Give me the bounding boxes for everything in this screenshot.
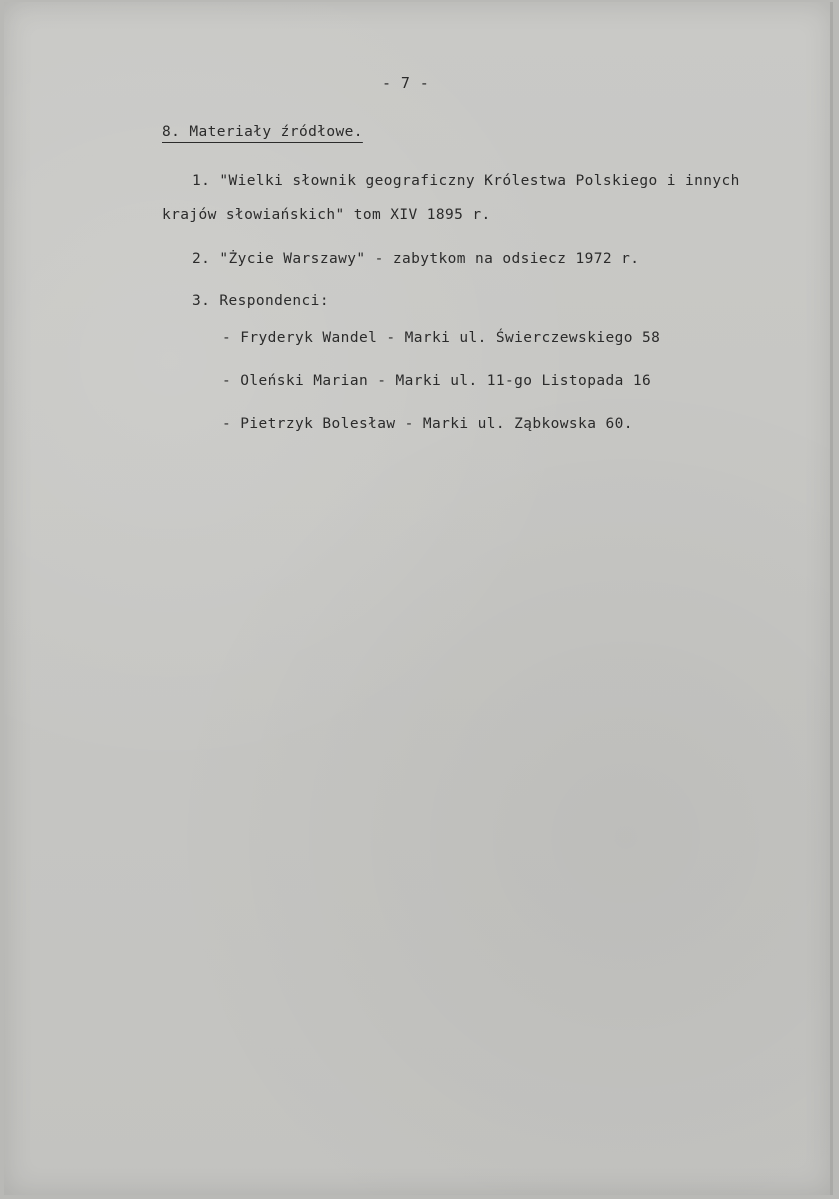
respondent-item: - Pietrzyk Bolesław - Marki ul. Ząbkowska 60.: [222, 416, 633, 432]
respondent-item: - Oleński Marian - Marki ul. 11-go Listopada 16: [222, 373, 652, 389]
source-item-2: 2. "Życie Warszawy" - zabytkom na odsiecz 1972 r.: [192, 251, 640, 267]
source-item-1-line-1: 1. "Wielki słownik geograficzny Królestwa Polskiego i innych: [192, 173, 740, 189]
respondent-item: - Fryderyk Wandel - Marki ul. Świerczewskiego 58: [222, 330, 661, 346]
source-item-1-line-2: krajów słowiańskich" tom XIV 1895 r.: [162, 207, 491, 223]
section-heading: 8. Materiały źródłowe.: [162, 124, 363, 140]
page-number: - 7 -: [382, 74, 430, 92]
source-item-3-label: 3. Respondenci:: [192, 293, 329, 309]
page-edge: [830, 2, 833, 1195]
document-page: [4, 2, 833, 1195]
